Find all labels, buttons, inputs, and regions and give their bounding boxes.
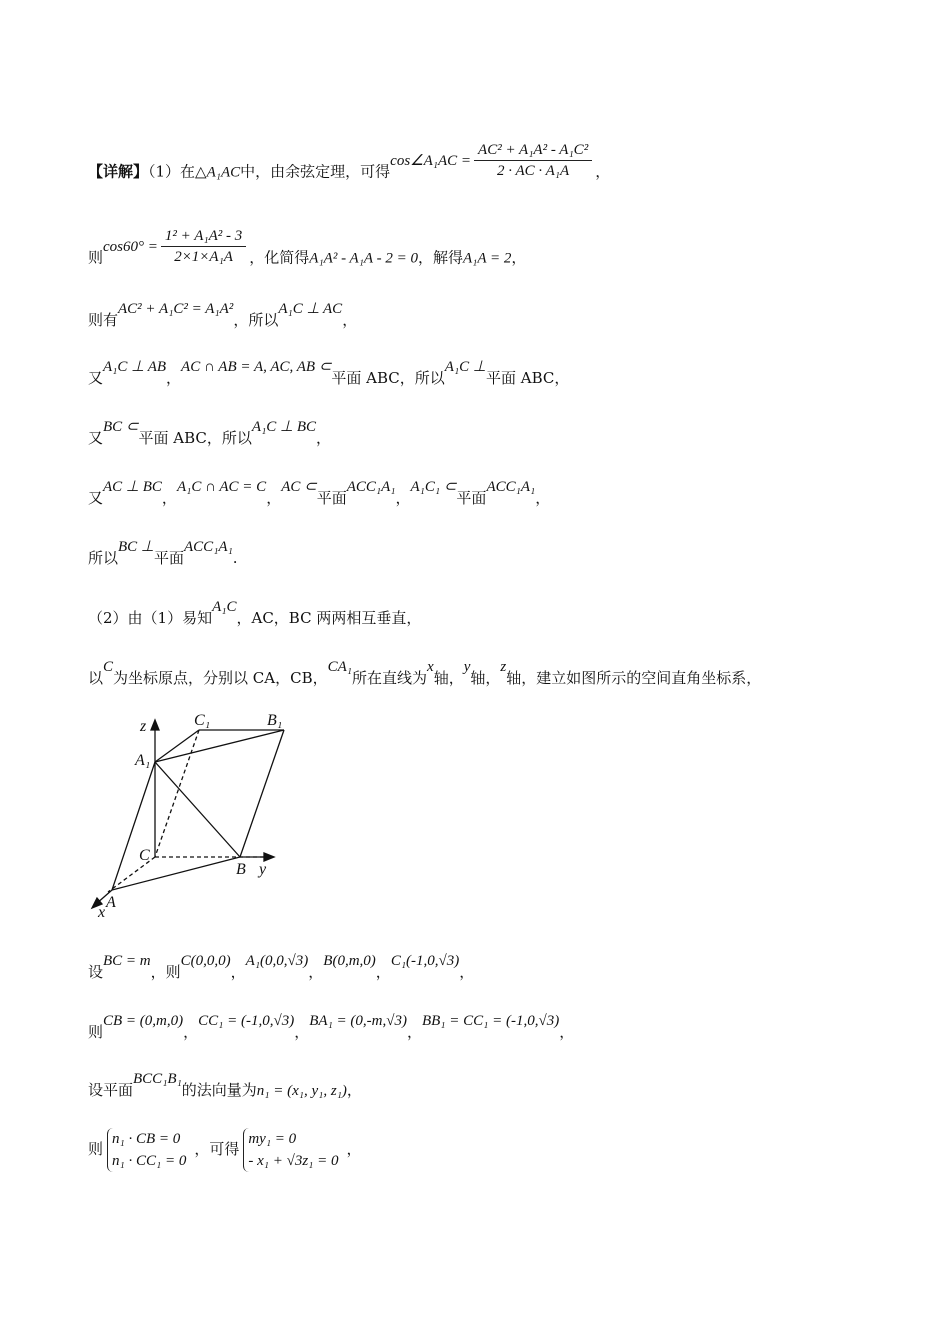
numerator: AC² + A₁A² - A₁C² xyxy=(474,140,592,161)
text: ， xyxy=(346,1140,362,1158)
text: ， xyxy=(459,963,475,981)
line-9 xyxy=(88,659,762,689)
edge-b1b xyxy=(240,730,284,857)
label-y: y xyxy=(259,861,267,878)
math: A₁C₁ ⊂ xyxy=(410,479,457,495)
text: 轴， xyxy=(433,669,464,687)
math: BCC₁B₁ xyxy=(133,1071,182,1087)
numerator: 1² + A₁A² - 3 xyxy=(161,226,246,247)
text: 平面 xyxy=(456,489,487,507)
math: AC ⊂ xyxy=(281,479,317,495)
text: 为坐标原点，分别以 CA，CB， xyxy=(113,669,328,687)
line-13 xyxy=(88,1128,362,1172)
math: CA₁ xyxy=(327,659,353,675)
text: 轴， xyxy=(470,669,501,687)
text: 则 xyxy=(88,1140,104,1158)
text: 平面 xyxy=(316,489,347,507)
math: x xyxy=(427,659,434,675)
math: C xyxy=(103,659,114,675)
math: A₁A² - A₁A - 2 = 0 xyxy=(309,250,418,267)
math: BB₁ = CC₁ = (-1,0,√3) xyxy=(421,1013,560,1029)
text: . xyxy=(232,549,238,567)
line-4 xyxy=(88,359,570,389)
text: ，可得 xyxy=(194,1140,240,1158)
line-2 xyxy=(88,228,527,279)
text: 平面 ABC xyxy=(138,429,207,447)
line-3 xyxy=(88,301,358,331)
text: 以 xyxy=(88,669,104,687)
text: ，所以 xyxy=(206,429,252,447)
line-1 xyxy=(88,142,611,193)
label-a1: A₁ xyxy=(135,752,151,769)
math: A₁C ∩ AC = C xyxy=(176,479,267,495)
text: ，化简得 xyxy=(249,248,310,267)
equation: my₁ = 0 xyxy=(248,1131,297,1147)
text: ， xyxy=(554,369,570,387)
z-arrow xyxy=(151,720,159,730)
math: A₁C ⊥ AB xyxy=(103,359,167,375)
denominator: 2×1×A₁A xyxy=(174,249,233,265)
math: n₁ = (x₁, y₁, z₁) xyxy=(256,1083,347,1099)
math: z xyxy=(500,659,507,675)
label-c: C xyxy=(139,847,150,864)
text: ，则 xyxy=(150,963,181,981)
text: （1）在△ xyxy=(148,162,207,181)
text: ， xyxy=(294,1023,310,1041)
text: ， xyxy=(316,429,332,447)
text: ， xyxy=(183,1023,199,1041)
math: BC = m xyxy=(103,953,151,969)
line-8 xyxy=(88,599,422,629)
edge-c1c xyxy=(155,730,199,857)
denominator: 2 · AC · A₁A xyxy=(497,163,570,179)
label-z: z xyxy=(140,718,147,735)
fraction xyxy=(161,226,246,267)
line-7 xyxy=(88,539,238,569)
math: ACC₁A₁ xyxy=(346,479,396,495)
text: ， xyxy=(266,489,282,507)
text: ， xyxy=(406,1023,422,1041)
coordinate-figure xyxy=(88,714,298,924)
math: C₁(-1,0,√3) xyxy=(390,953,460,969)
text: 平面 ABC xyxy=(331,369,400,387)
text: ， xyxy=(395,489,411,507)
text: ， xyxy=(166,369,182,387)
line-11 xyxy=(88,1013,575,1043)
math: AC ∩ AB = A, AC, AB ⊂ xyxy=(181,359,332,375)
math: A₁C ⊥ BC xyxy=(251,419,317,435)
text: 设 xyxy=(88,963,104,981)
text: ， xyxy=(230,963,246,981)
text: 轴，建立如图所示的空间直角坐标系， xyxy=(506,669,762,687)
math: ACC₁A₁ xyxy=(184,539,233,555)
edge-a1b xyxy=(155,762,240,857)
math: ACC₁A₁ xyxy=(486,479,536,495)
equation: n₁ · CB = 0 xyxy=(112,1131,181,1147)
math: B(0,m,0) xyxy=(323,953,376,969)
math: CB = (0,m,0) xyxy=(103,1013,184,1029)
text: 平面 ABC xyxy=(486,369,555,387)
text: 又 xyxy=(88,429,104,447)
math-lhs: cos60° = xyxy=(103,238,158,255)
label-c1: C₁ xyxy=(194,714,211,729)
label-a: A xyxy=(106,894,116,911)
math-cos: cos∠A₁AC = xyxy=(390,152,472,169)
math: A₁C ⊥ xyxy=(444,359,486,375)
label-x: x xyxy=(98,904,106,921)
text: 则有 xyxy=(88,311,119,329)
text: （2）由（1）易知 xyxy=(88,609,213,627)
text: 平面 xyxy=(154,549,185,567)
math: A₁A = 2 xyxy=(462,250,512,267)
y-arrow xyxy=(264,853,274,861)
label-b: B xyxy=(236,861,246,878)
fraction xyxy=(474,140,592,181)
math: BC ⊂ xyxy=(103,419,139,435)
text: 又 xyxy=(88,489,104,507)
text: ， xyxy=(375,963,391,981)
math-tri: A₁AC xyxy=(206,164,241,181)
math: CC₁ = (-1,0,√3) xyxy=(198,1013,295,1029)
math: A₁C ⊥ AC xyxy=(278,301,343,317)
edge-ab xyxy=(112,857,240,890)
text: ， xyxy=(595,162,611,181)
text: ，AC，BC 两两相互垂直， xyxy=(236,609,422,627)
text: 则 xyxy=(88,248,104,267)
text: 的法向量为 xyxy=(181,1081,257,1099)
line-12 xyxy=(88,1071,362,1101)
equation: n₁ · CC₁ = 0 xyxy=(112,1153,187,1169)
system-2 xyxy=(243,1128,342,1172)
math: C(0,0,0) xyxy=(180,953,231,969)
math: AC² + A₁C² = A₁A² xyxy=(118,301,234,317)
system-1 xyxy=(107,1128,190,1172)
text: ， xyxy=(511,248,527,267)
text: 中，由余弦定理，可得 xyxy=(240,162,391,181)
text: ，所以 xyxy=(233,311,279,329)
text: 又 xyxy=(88,369,104,387)
math: A₁C xyxy=(212,599,237,615)
text: ，所以 xyxy=(399,369,445,387)
math: AC ⊥ BC xyxy=(103,479,162,495)
edge-a1a xyxy=(112,762,155,890)
text: ， xyxy=(342,311,358,329)
math: A₁(0,0,√3) xyxy=(245,953,309,969)
math: BC ⊥ xyxy=(118,539,154,555)
label-b1: B₁ xyxy=(267,714,283,729)
line-6 xyxy=(88,479,551,509)
text: ， xyxy=(346,1081,362,1099)
math: y xyxy=(463,659,471,675)
text: ， xyxy=(308,963,324,981)
text: 则 xyxy=(88,1023,104,1041)
text: 设平面 xyxy=(88,1081,134,1099)
math: BA₁ = (0,-m,√3) xyxy=(309,1013,407,1029)
text: ， xyxy=(161,489,177,507)
text: 所以 xyxy=(88,549,119,567)
equation: - x₁ + √3z₁ = 0 xyxy=(248,1153,339,1169)
detail-heading: 【详解】 xyxy=(88,162,149,181)
text: 所在直线为 xyxy=(352,669,428,687)
line-5 xyxy=(88,419,332,449)
line-10 xyxy=(88,953,475,983)
edge-a1b1 xyxy=(155,730,284,762)
text: ， xyxy=(535,489,551,507)
text: ， xyxy=(559,1023,575,1041)
text: ，解得 xyxy=(417,248,463,267)
